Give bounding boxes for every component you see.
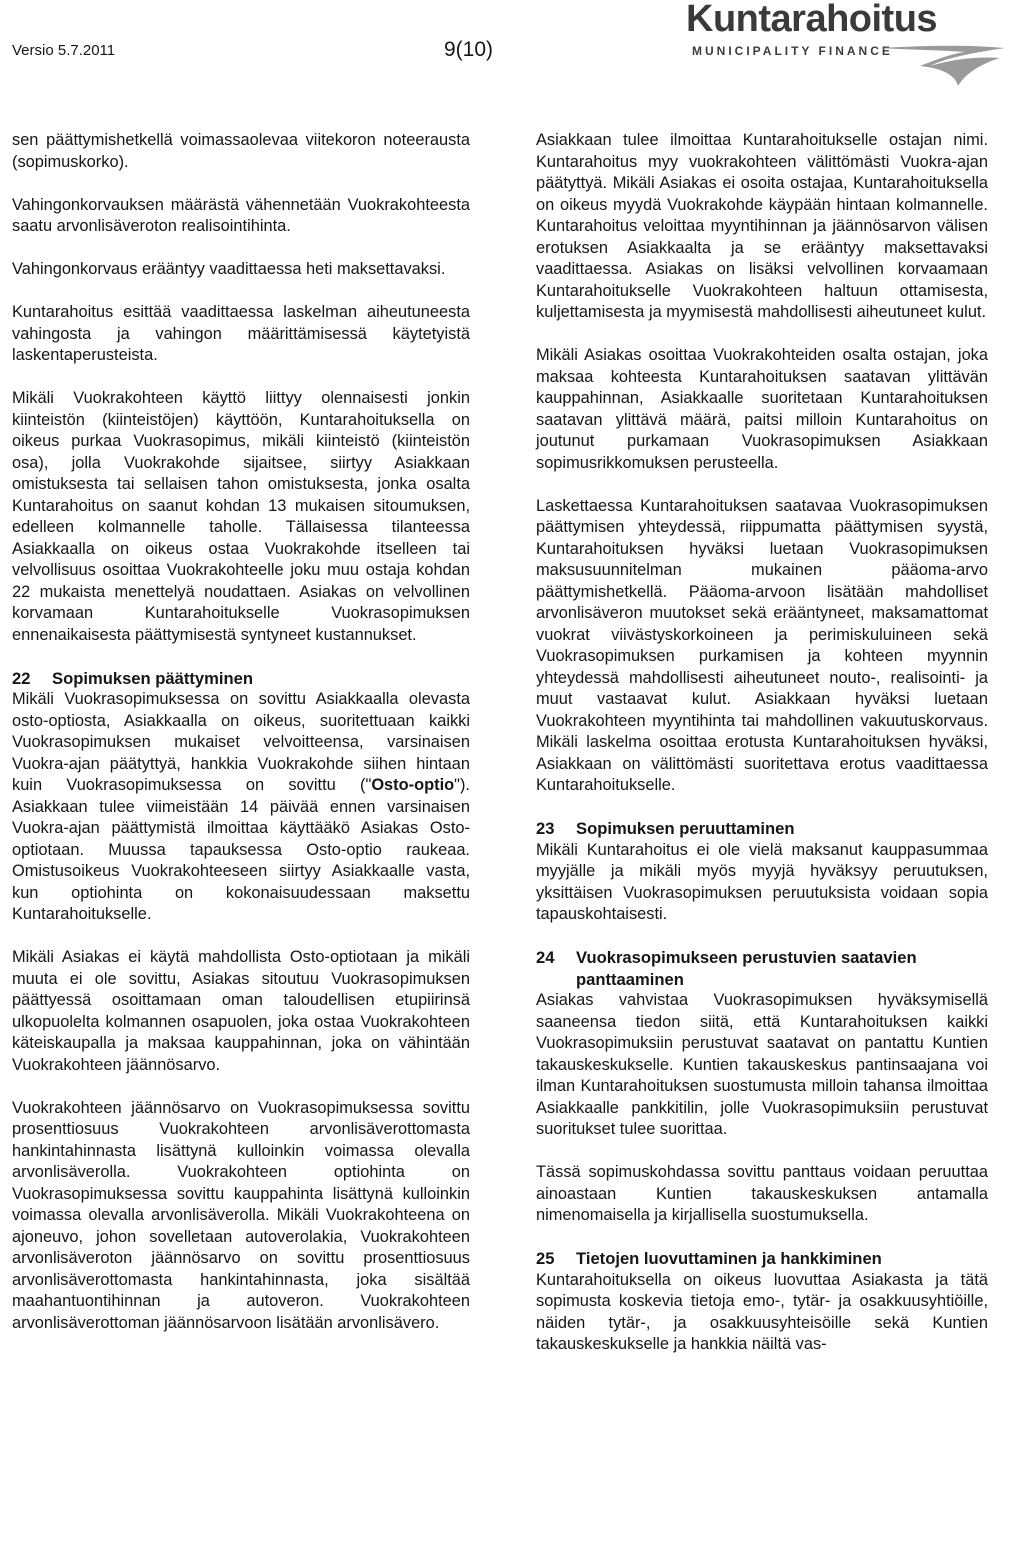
version-label: Versio 5.7.2011: [12, 42, 116, 59]
paragraph: Asiakkaan tulee ilmoittaa Kuntarahoitukselle ostajan nimi. Kuntarahoitus myy vuokrakohteen välittömästi Vuokra-ajan päätyttyä. Mikäli Asiakas ei osoita ostajaa, Kuntarahoituksella on oikeus myydä Vuokrakohde käypään hintaan kolmannelle. Kuntarahoitus veloittaa myyntihinnan ja jäännösarvon välisen erotuksen Asiakkaalta ja se erääntyy maksettavaksi vaadittaessa. Asiakas on lisäksi velvollinen korvaamaan Kuntarahoitukselle Vuokrakohteen haltuun ottamisesta, kuljettamisesta ja myymisestä mahdollisesti aiheutuneet kulut.: [536, 131, 988, 321]
paragraph: sen päättymishetkellä voimassaolevaa viitekoron noteerausta (sopimuskorko).: [12, 131, 470, 171]
paragraph: Asiakas vahvistaa Vuokrasopimuksen hyväksymisellä saaneensa tiedon siitä, että Kuntarahoituksen kaikki Vuokrasopimuksiin perustuvat saatavat on pantattu Kuntien takauskeskukselle. Kuntien takauskeskus pantinsaajana voi ilman Kuntarahoituksen suostumusta milloin tahansa ilmoittaa Asiakkaalle pankkitilin, jolle Vuokrasopimuksiin perustuvat suoritukset tulee suorittaa.: [536, 991, 988, 1138]
section-number: 23: [536, 819, 555, 838]
page-number: 9(10): [444, 38, 494, 61]
section-title-line: Vuokrasopimukseen perustuvien saatavien: [576, 948, 917, 967]
swoosh-icon: [880, 38, 1010, 88]
left-column: [12, 130, 470, 1334]
logo: [680, 0, 1010, 100]
paragraph: Tässä sopimuskohdassa sovittu panttaus voidaan peruuttaa ainoastaan Kuntien takauskeskuksen antamalla nimenomaisella ja kirjallisella suostumuksella.: [536, 1163, 988, 1224]
paragraph: Kuntarahoitus esittää vaadittaessa laskelman aiheutuneesta vahingosta ja vahingon määrittämisessä käytetyistä laskentaperusteista.: [12, 303, 470, 364]
section-number: 24: [536, 948, 555, 967]
paragraph: Mikäli Kuntarahoitus ei ole vielä maksanut kauppasummaa myyjälle ja mikäli myös myyjä hyväksyy peruutuksen, yksittäisen Vuokrasopimuksen peruutuksista voidaan sopia tapauskohtaisesti.: [536, 840, 988, 923]
paragraph: Mikäli Asiakas ei käytä mahdollista Osto-optiotaan ja mikäli muuta ei ole sovittu, Asiakas sitoutuu Vuokrasopimuksen päättyessä osoittamaan oman taloudellisen etupiirinsä ulkopuolelta kolmannen osapuolen, joka ostaa Vuokrakohteen käteiskaupalla ja maksaa kauppahinnan, joka on vähintään Vuokrakohteen jäännösarvo.: [12, 948, 470, 1074]
logo-subtitle: MUNICIPALITY FINANCE: [692, 44, 893, 58]
paragraph: Laskettaessa Kuntarahoituksen saatavaa Vuokrasopimuksen päättymisen yhteydessä, riippumatta päättymisen syystä, Kuntarahoituksen hyväksi luetaan Vuokrasopimuksen maksusuunnitelman mukainen pääoma-arvo päättymishetkellä. Pääoma-arvoon lisätään mahdolliset arvonlisäveron muutokset sekä erääntyneet, maksamattomat vuokrat viivästyskorkoineen ja perimiskuluineen sekä Vuokrasopimuksen purkamisen ja kohteen myynnin yhteydessä mahdollisesti aiheutuneet nouto-, realisointi- ja muut vastaavat kulut. Asiakkaan hyväksi luetaan Vuokrakohteen myyntihinta tai mahdollinen vakuutuskorvaus. Mikäli laskelma osoittaa erotusta Kuntarahoituksen hyväksi, Asiakkaan on välittömästi suoritettava erotus vaadittaessa Kuntarahoitukselle.: [536, 496, 988, 794]
page-header: [0, 0, 1024, 100]
section-title: Tietojen luovuttaminen ja hankkiminen: [576, 1249, 882, 1268]
section-heading-24: [536, 947, 988, 990]
section-number: 25: [536, 1249, 555, 1268]
paragraph: Vahingonkorvaus erääntyy vaadittaessa heti maksettavaksi.: [12, 260, 446, 278]
paragraph: [12, 689, 470, 926]
right-column: [536, 130, 988, 1356]
section-heading-25: [536, 1248, 988, 1270]
section-heading-22: [12, 668, 470, 690]
text-run: "). Asiakkaan tulee viimeistään 14 päivää ennen varsinaisen Vuokra-ajan päättymistä ilmoittaa käyttääkö Asiakas Osto-optiotaan. Muussa tapauksessa Osto-optio raukeaa. Omistusoikeus Vuokrakohteeseen siirtyy Asiakkaalle vasta, kun optiohinta on kokonaisuudessaan maksettu Kuntarahoitukselle.: [12, 776, 470, 923]
section-number: 22: [12, 668, 31, 688]
section-heading-23: [536, 818, 988, 840]
section-title: [576, 947, 917, 990]
paragraph: Vahingonkorvauksen määrästä vähennetään Vuokrakohteesta saatu arvonlisäveroton realisointihinta.: [12, 195, 470, 235]
section-title-line: panttaaminen: [576, 969, 684, 989]
section-title: Sopimuksen päättyminen: [52, 668, 254, 688]
paragraph: Mikäli Vuokrakohteen käyttö liittyy olennaisesti jonkin kiinteistön (kiinteistöjen) käyttöön, Kuntarahoituksella on oikeus purkaa Vuokrasopimus, mikäli kiinteistö (kiinteistön osa), jolla Vuokrakohde sijaitsee, siirtyy Asiakkaan omistuksesta tai sellaisen tahon omistuksesta, jonka osalta Kuntarahoitus on saanut kohdan 13 mukaisen sitoumuksen, edelleen kolmannelle taholle. Tällaisessa tilanteessa Asiakkaalla on oikeus ostaa Vuokrakohde itselleen tai velvollisuus osoittaa Vuokrakohteelle joku muu ostaja kohdan 22 mukaista menettelyä noudattaen. Asiakas on velvollinen korvamaan Kuntarahoitukselle Vuokrasopimuksen ennenaikaisesta päättymisestä syntyneet kustannukset.: [12, 389, 470, 644]
logo-title: Kuntarahoitus: [686, 0, 938, 40]
defined-term: Osto-optio: [371, 776, 455, 794]
paragraph: Kuntarahoituksella on oikeus luovuttaa Asiakasta ja tätä sopimusta koskevia tietoja emo-, tytär- ja osakkuusyhtiöille, näiden tytär-, ja osakkuusyhteisöille sekä Kuntien takauskeskukselle ja hankkia näiltä vas-: [536, 1270, 988, 1353]
section-title: Sopimuksen peruuttaminen: [576, 819, 795, 838]
paragraph: Mikäli Asiakas osoittaa Vuokrakohteiden osalta ostajan, joka maksaa kohteesta Kuntarahoituksen saatavan ylittävän kauppahinnan, Asiakkaalle suoritetaan Kuntarahoituksen saatavan ylittävä määrä, paitsi milloin Kuntarahoitus on joutunut purkamaan Vuokrasopimuksen Asiakkaan sopimusrikkomuksen perusteella.: [536, 346, 988, 472]
text-run: Mikäli Vuokrasopimuksessa on sovittu Asiakkaalla olevasta osto-optiosta, Asiakkaalla on oikeus, suoritettuaan kaikki Vuokrasopimuksen mukaiset velvoitteensa, varsinaisen Vuokra-ajan päätyttyä, hankkia Vuokrakohde siihen hintaan kuin Vuokrasopimuksessa on sovittu (": [12, 690, 470, 794]
paragraph: Vuokrakohteen jäännösarvo on Vuokrasopimuksessa sovittu prosenttiosuus Vuokrakohteen arvonlisäverottomasta hankintahinnasta lisättynä kulloinkin voimassa olevalla arvonlisäverolla. Vuokrakohteen optiohinta on Vuokrasopimuksessa sovittu kauppahinta lisättynä kulloinkin voimassa olevalla arvonlisäverolla. Mikäli Vuokrakohteena on ajoneuvo, johon sovelletaan autoverolakia, Vuokrakohteen arvonlisäveroton jäännösarvo on sovittu prosenttiosuus arvonlisäverottomasta hankintahinnasta, joka sisältää maahantuontihinnan ja autoveron. Vuokrakohteen arvonlisäverottoman jäännösarvoon lisätään arvonlisävero.: [12, 1098, 470, 1332]
